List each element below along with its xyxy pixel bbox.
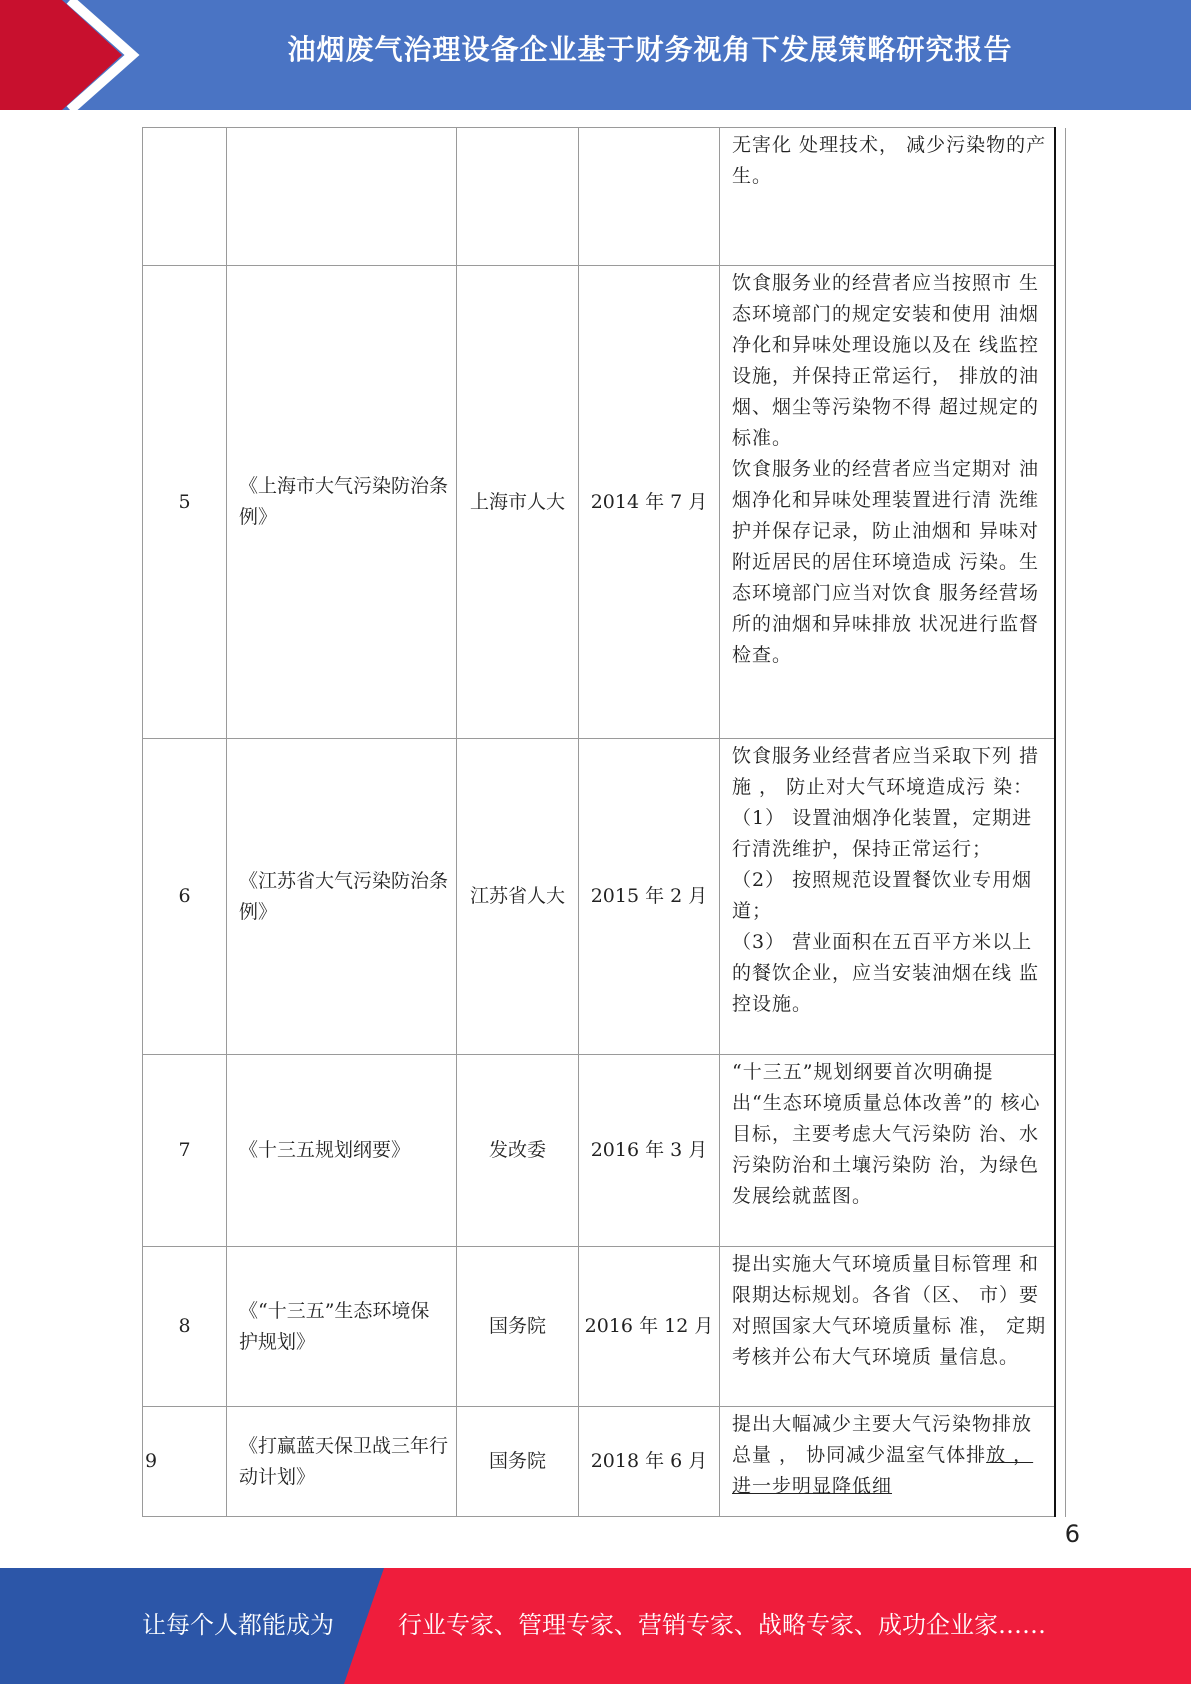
- row-number: 5: [143, 266, 227, 739]
- table-row: [143, 1407, 1066, 1517]
- content-list-item: （2） 按照规范设置餐饮业专用烟 道；: [732, 869, 1033, 922]
- regulation-name: 《十三五规划纲要》: [227, 1055, 457, 1247]
- table-row: [143, 1247, 1066, 1407]
- regulation-content: [720, 739, 1055, 1055]
- regulation-content: [720, 266, 1055, 739]
- table-row: [143, 1055, 1066, 1247]
- table-row: [143, 128, 1066, 266]
- row-number: 8: [143, 1247, 227, 1407]
- content-paragraph: 饮食服务业的经营者应当定期对 油烟净化和异味处理装置进行清 洗维护并保存记录，防止油烟和 异味对附近居民的居住环境造成 污染。生态环境部门应当对饮食 服务经营场所的油烟和异味排放 状况进行监督检查。: [732, 458, 1040, 666]
- content-paragraph: 提出大幅减少主要大气污染物排放总量 ， 协同减少温室气体排: [732, 1413, 1033, 1466]
- row-number: 6: [143, 739, 227, 1055]
- issuing-body: 国务院: [457, 1407, 579, 1517]
- table-edge: [1055, 1055, 1066, 1247]
- issue-date: 2015 年 2 月: [579, 739, 720, 1055]
- content-list-item: （1） 设置油烟净化装置，定期进 行清洗维护，保持正常运行；: [732, 807, 1033, 860]
- chevron-arrow-icon: [0, 0, 150, 110]
- issue-date: 2016 年 12 月: [579, 1247, 720, 1407]
- content-paragraph: 提出实施大气环境质量目标管理 和限期达标规划。各省（区、 市）要对照国家大气环境质量标 准， 定期考核并公布大气环境质 量信息。: [732, 1253, 1047, 1368]
- issue-date: 2018 年 6 月: [579, 1407, 720, 1517]
- content-paragraph: 饮食服务业经营者应当采取下列 措施 ， 防止对大气环境造成污 染：: [732, 745, 1040, 798]
- policy-table: [142, 127, 1066, 1517]
- regulation-name: 《江苏省大气污染防治条例》: [227, 739, 457, 1055]
- issuing-body: [457, 128, 579, 266]
- issue-date: 2016 年 3 月: [579, 1055, 720, 1247]
- page-number: 6: [1064, 1520, 1080, 1548]
- footer-slogan-left: 让每个人都能成为: [142, 1611, 334, 1639]
- content-paragraph: 饮食服务业的经营者应当按照市 生态环境部门的规定安装和使用 油烟净化和异味处理设施以及在 线监控设施，并保持正常运行， 排放的油烟、烟尘等污染物不得 超过规定的标准。: [732, 272, 1040, 449]
- table-row: [143, 739, 1066, 1055]
- table-edge: [1055, 1407, 1066, 1517]
- regulation-content: [720, 1247, 1055, 1407]
- table-row: [143, 266, 1066, 739]
- row-number: 9: [143, 1407, 227, 1517]
- content-list-item: （3） 营业面积在五百平方米以上 的餐饮企业，应当安装油烟在线 监控设施。: [732, 931, 1040, 1015]
- table-edge: [1055, 739, 1066, 1055]
- content-paragraph: “十三五”规划纲要首次明确提 出“生态环境质量总体改善”的 核心目标，主要考虑大气污染防 治、水污染防治和土壤污染防 治，为绿色发展绘就蓝图。: [732, 1061, 1041, 1207]
- regulation-content: [720, 1055, 1055, 1247]
- footer-band: [0, 1568, 1191, 1684]
- issuing-body: 国务院: [457, 1247, 579, 1407]
- regulation-content: [720, 1407, 1055, 1517]
- regulation-name: 《打赢蓝天保卫战三年行动计划》: [227, 1407, 457, 1517]
- issuing-body: 江苏省人大: [457, 739, 579, 1055]
- footer-slogan-right: 行业专家、管理专家、营销专家、战略专家、成功企业家……: [398, 1611, 1046, 1639]
- header-red-chevron: [0, 0, 150, 110]
- issue-date: [579, 128, 720, 266]
- issuing-body: 发改委: [457, 1055, 579, 1247]
- row-number: [143, 128, 227, 266]
- issuing-body: 上海市人大: [457, 266, 579, 739]
- regulation-name: 《上海市大气污染防治条例》: [227, 266, 457, 739]
- table-edge: [1055, 1247, 1066, 1407]
- content-underlined-text: 放 ，进一步明显降低细: [732, 1444, 1034, 1497]
- content-paragraph: 无害化 处理技术， 减少污染物的产生。: [732, 134, 1047, 187]
- regulation-content: [720, 128, 1055, 266]
- row-number: 7: [143, 1055, 227, 1247]
- regulation-name: [227, 128, 457, 266]
- header-band: [0, 0, 1191, 110]
- report-title: 油烟废气治理设备企业基于财务视角下发展策略研究报告: [287, 33, 1013, 66]
- issue-date: 2014 年 7 月: [579, 266, 720, 739]
- table-edge: [1055, 128, 1066, 266]
- regulation-name: 《“十三五”生态环境保护规划》: [227, 1247, 457, 1407]
- table-edge: [1055, 266, 1066, 739]
